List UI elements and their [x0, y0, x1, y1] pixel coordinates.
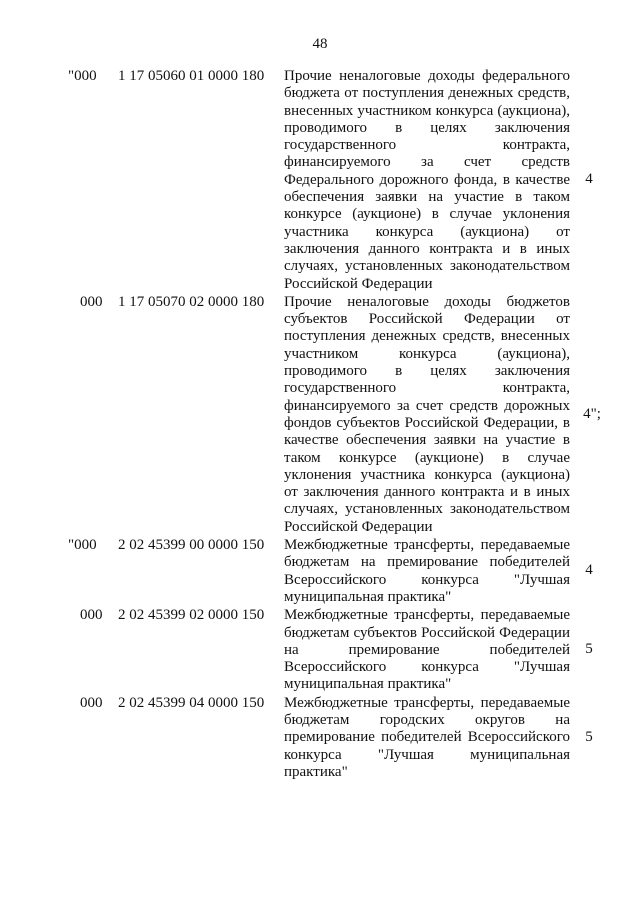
table-row [68, 606, 608, 693]
norm-value [570, 293, 608, 536]
budget-code: 2 02 45399 00 0000 150 [118, 537, 265, 554]
admin-code: "000 [68, 68, 97, 84]
admin-code: "000 [68, 537, 97, 554]
budget-code: 1 17 05060 01 0000 180 [118, 68, 265, 84]
budget-code: 2 02 45399 02 0000 150 [118, 607, 265, 624]
table-row [68, 536, 608, 606]
norm-value [570, 536, 608, 606]
norm-value-text: 4 [585, 171, 593, 188]
norm-value [570, 606, 608, 693]
page-number: 48 [312, 36, 328, 52]
admin-code: 000 [80, 607, 103, 624]
budget-code: 2 02 45399 04 0000 150 [118, 694, 265, 711]
revenue-name: Прочие неналоговые доходы федерального бюджета от поступления денежных средств, внесенных участником конкурса (аукциона), проводимого в целях заключения государственного контракта, финансируемого за счет средств Федерального дорожного фонда, в качестве обеспечения заявки на участие в таком конкурсе (аукционе) в случае уклонения участника конкурса (аукциона) от заключения данного контракта и в иных случаях, установленных законодательством Российской Федерации [284, 68, 570, 292]
norm-value-text: 5 [585, 728, 593, 745]
admin-code: 000 [80, 293, 103, 310]
norm-value [570, 694, 608, 781]
revenue-name: Межбюджетные трансферты, передаваемые бюджетам городских округов на премирование победителей Всероссийского конкурса "Лучшая муниципальная практика" [284, 694, 570, 780]
table-row [68, 694, 608, 781]
norm-value-text: 4 [585, 562, 593, 579]
budget-classification-table [68, 67, 608, 781]
admin-code: 000 [80, 694, 103, 711]
revenue-name: Межбюджетные трансферты, передаваемые бюджетам на премирование победителей Всероссийского конкурса "Лучшая муниципальная практика" [284, 537, 570, 605]
norm-value [570, 67, 608, 293]
norm-value-text: 4"; [583, 405, 601, 422]
norm-value-text: 5 [585, 641, 593, 658]
table-row [68, 293, 608, 536]
revenue-name: Прочие неналоговые доходы бюджетов субъектов Российской Федерации от поступления денежных средств, внесенных участником конкурса (аукциона), проводимого в целях заключения государственного контракта, финансируемого за счет средств дорожных фондов субъектов Российской Федерации, в качестве обеспечения заявки на участие в таком конкурсе (аукционе) в случае уклонения участника конкурса (аукциона) от заключения данного контракта и в иных случаях, установленных законодательством Российской Федерации [284, 293, 570, 535]
revenue-name: Межбюджетные трансферты, передаваемые бюджетам субъектов Российской Федерации на премирование победителей Всероссийского конкурса "Лучшая муниципальная практика" [284, 607, 570, 693]
table-row [68, 67, 608, 293]
budget-code: 1 17 05070 02 0000 180 [118, 293, 265, 310]
